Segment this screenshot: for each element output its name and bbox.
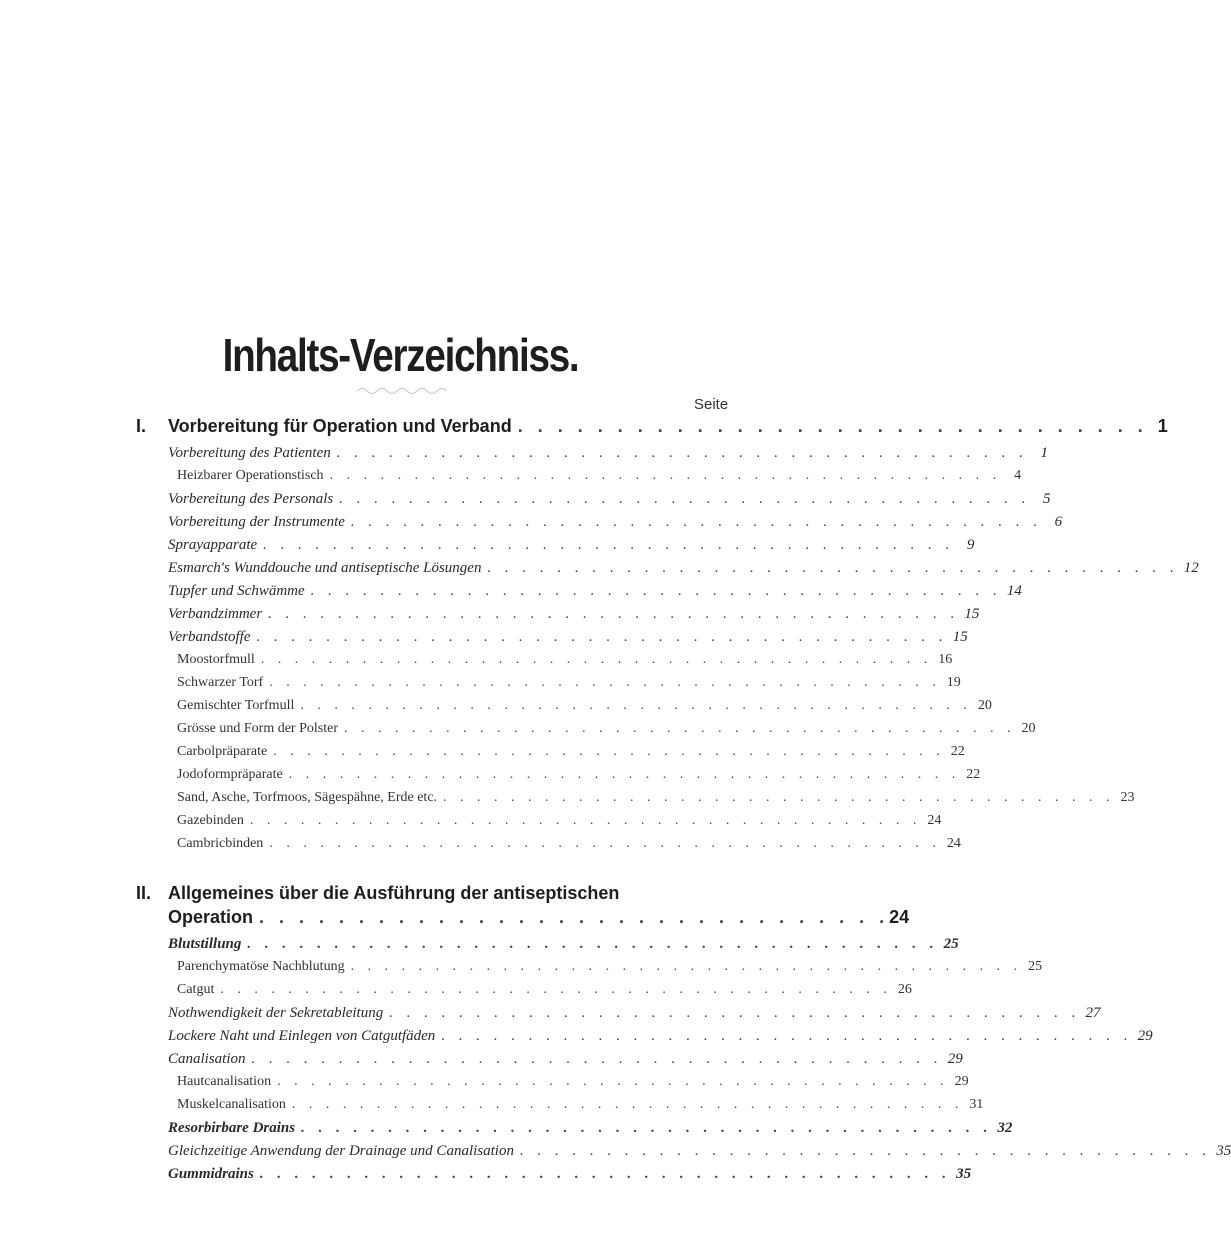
leader-dots: . . . . . . . . . . . . . . . . . . . . . . . . . . . . . . . . . . . . . . . . — [350, 959, 1023, 974]
leader-dots: . . . . . . . . . . . . . . . . . . . . . . . . . . . . . . . . — [517, 416, 1148, 436]
toc-entry[interactable] — [168, 606, 980, 623]
toc-entry[interactable] — [177, 790, 1135, 806]
leader-dots: . . . . . . . . . . . . . . . . . . . . . . . . . . . . . . . . . . . . . . . . — [259, 1166, 952, 1182]
leader-dots: . . . . . . . . . . . . . . . . . . . . . . . . . . . . . . . . . . . . . . . . — [220, 982, 892, 997]
page-number: 1 — [1157, 416, 1168, 436]
leader-dots: . . . . . . . . . . . . . . . . . . . . . . . . . . . . . . . . . . . . . . . . — [249, 813, 922, 828]
leader-dots: . . . . . . . . . . . . . . . . . . . . . . . . . . . . . . . . . . . . . . . . — [288, 767, 961, 782]
toc-entry[interactable] — [168, 936, 959, 953]
entry-title: Gazebinden — [177, 813, 244, 828]
entry-title: Verbandzimmer — [168, 606, 263, 622]
chapter-title: Operation — [168, 907, 254, 927]
page-number: 35 — [956, 1166, 972, 1182]
entry-title: Moostorfmull — [177, 652, 255, 667]
chapter-2-heading — [136, 883, 619, 904]
toc-entry[interactable] — [168, 1120, 1013, 1137]
toc-entry[interactable] — [168, 1166, 972, 1183]
page-number: 24 — [946, 836, 961, 851]
page-number: 6 — [1054, 514, 1063, 530]
toc-entry[interactable] — [168, 445, 1048, 462]
leader-dots: . . . . . . . . . . . . . . . . . . . . . . . . . . . . . . . . . . . . . . . . — [277, 1074, 949, 1089]
entry-title: Grösse und Form der Polster — [177, 721, 338, 736]
leader-dots: . . . . . . . . . . . . . . . . . . . . . . . . . . . . . . . . . . . . . . . . — [291, 1097, 964, 1112]
title-ornament — [357, 386, 447, 396]
page-number: 23 — [1120, 790, 1135, 805]
chapter-number: II. — [136, 883, 152, 903]
entry-title: Muskelcanalisation — [177, 1097, 286, 1112]
toc-entry[interactable] — [177, 813, 942, 829]
chapter-title-line: Allgemeines über die Ausführung der antiseptischen — [168, 883, 620, 903]
page-number: 20 — [977, 698, 992, 713]
chapter-title: Vorbereitung für Operation und Verband — [168, 416, 512, 436]
toc-entry[interactable] — [177, 721, 1036, 737]
toc-entry[interactable] — [177, 1074, 969, 1090]
page-number: 31 — [969, 1097, 984, 1112]
toc-entry[interactable] — [177, 959, 1043, 975]
toc-entry[interactable] — [177, 836, 961, 852]
entry-title: Parenchymatöse Nachblutung — [177, 959, 345, 974]
toc-entry[interactable] — [177, 675, 961, 691]
leader-dots: . . . . . . . . . . . . . . . . . . . . . . . . . . . . . . . . . . . . . . . . — [339, 491, 1031, 507]
page-number: 22 — [966, 767, 981, 782]
toc-entry[interactable] — [177, 652, 953, 668]
toc-entry[interactable] — [177, 744, 965, 760]
entry-title: Gleichzeitige Anwendung der Drainage und Canalisation — [168, 1143, 514, 1159]
toc-entry[interactable] — [168, 514, 1063, 531]
page-number: 9 — [966, 537, 975, 553]
entry-title: Schwarzer Torf — [177, 675, 264, 690]
entry-title: Tupfer und Schwämme — [168, 583, 305, 599]
leader-dots: . . . . . . . . . . . . . . . . . . . . . . . . . . . . . . . . . . . . . . . . — [269, 836, 941, 851]
entry-title: Jodoformpräparate — [177, 767, 283, 782]
leader-dots: . . . . . . . . . . . . . . . . . . . . . . . . . . . . . . . . . . . . . . . . — [443, 790, 1115, 805]
toc-entry[interactable] — [168, 583, 1022, 600]
entry-title: Lockere Naht und Einlegen von Catgutfäden — [168, 1028, 436, 1044]
toc-entry[interactable] — [177, 698, 992, 714]
toc-entry[interactable] — [177, 982, 912, 998]
page-number: 35 — [1216, 1143, 1231, 1159]
leader-dots: . . . . . . . . . . . . . . . . . . . . . . . . . . . . . . . . . . . . . . . . — [350, 514, 1043, 530]
page-number: 25 — [943, 936, 959, 952]
chapter-number: I. — [136, 416, 147, 436]
toc-entry[interactable] — [177, 468, 1022, 484]
entry-title: Gummidrains — [168, 1166, 254, 1182]
leader-dots: . . . . . . . . . . . . . . . . . . . . . . . . . . . . . . . . . . . . . . . . — [336, 445, 1028, 461]
leader-dots: . . . . . . . . . . . . . . . . . . . . . . . . . . . . . . . . . . . . . . . . — [256, 629, 948, 645]
leader-dots: . . . . . . . . . . . . . . . . . . . . . . . . . . . . . . . . . . . . . . . . — [441, 1028, 1133, 1044]
entry-title: Hautcanalisation — [177, 1074, 272, 1089]
page-number: 19 — [946, 675, 961, 690]
leader-dots: . . . . . . . . . . . . . . . . . . . . . . . . . . . . . . . . . . . . . . . . — [329, 468, 1002, 483]
leader-dots: . . . . . . . . . . . . . . . . . . . . . . . . . . . . . . . . . . . . . . . . — [263, 537, 955, 553]
leader-dots: . . . . . . . . . . . . . . . . . . . . . . . . . . . . . . . . — [259, 907, 890, 927]
leader-dots: . . . . . . . . . . . . . . . . . . . . . . . . . . . . . . . . . . . . . . . . — [273, 744, 945, 759]
page-number: 22 — [950, 744, 965, 759]
leader-dots: . . . . . . . . . . . . . . . . . . . . . . . . . . . . . . . . . . . . . . . . — [344, 721, 1016, 736]
page-number: 5 — [1043, 491, 1051, 507]
leader-dots: . . . . . . . . . . . . . . . . . . . . . . . . . . . . . . . . . . . . . . . . — [301, 1120, 993, 1136]
page-number: 27 — [1085, 1005, 1101, 1021]
entry-title: Carbolpräparate — [177, 744, 268, 759]
toc-entry[interactable] — [168, 1005, 1101, 1022]
page-number: 4 — [1014, 468, 1022, 483]
toc-entry[interactable] — [177, 1097, 984, 1113]
toc-entry[interactable] — [168, 1051, 963, 1068]
leader-dots: . . . . . . . . . . . . . . . . . . . . . . . . . . . . . . . . . . . . . . . . — [269, 675, 941, 690]
toc-entry[interactable] — [177, 767, 981, 783]
entry-title: Sprayapparate — [168, 537, 258, 553]
leader-dots: . . . . . . . . . . . . . . . . . . . . . . . . . . . . . . . . . . . . . . . . — [310, 583, 1002, 599]
page-number: 15 — [964, 606, 980, 622]
page-number: 15 — [952, 629, 968, 645]
toc-entry[interactable] — [168, 629, 968, 646]
toc-entry[interactable] — [168, 537, 975, 554]
leader-dots: . . . . . . . . . . . . . . . . . . . . . . . . . . . . . . . . . . . . . . . . — [519, 1143, 1212, 1159]
leader-dots: . . . . . . . . . . . . . . . . . . . . . . . . . . . . . . . . . . . . . . . . — [487, 560, 1179, 576]
entry-title: Canalisation — [168, 1051, 246, 1067]
page-title: Inhalts-Verzeichniss. — [222, 329, 579, 381]
page-number: 25 — [1028, 959, 1043, 974]
toc-entry[interactable] — [168, 1028, 1153, 1045]
entry-title: Gemischter Torfmull — [177, 698, 295, 713]
leader-dots: . . . . . . . . . . . . . . . . . . . . . . . . . . . . . . . . . . . . . . . . — [251, 1051, 943, 1067]
leader-dots: . . . . . . . . . . . . . . . . . . . . . . . . . . . . . . . . . . . . . . . . — [268, 606, 960, 622]
page-number: 29 — [954, 1074, 969, 1089]
page-column-header: Seite — [694, 396, 729, 413]
toc-entry[interactable] — [168, 491, 1051, 508]
page-number: 29 — [947, 1051, 963, 1067]
entry-title: Cambricbinden — [177, 836, 264, 851]
leader-dots: . . . . . . . . . . . . . . . . . . . . . . . . . . . . . . . . . . . . . . . . — [300, 698, 972, 713]
page-number: 32 — [997, 1120, 1013, 1136]
page-number: 14 — [1006, 583, 1022, 599]
entry-title: Verbandstoffe — [168, 629, 251, 645]
leader-dots: . . . . . . . . . . . . . . . . . . . . . . . . . . . . . . . . . . . . . . . . — [247, 936, 939, 952]
entry-title: Resorbirbare Drains — [168, 1120, 296, 1136]
page-number: 1 — [1040, 445, 1048, 461]
entry-title: Nothwendigkeit der Sekretableitung — [168, 1005, 384, 1021]
toc-entry[interactable] — [168, 1143, 1231, 1160]
toc-entry[interactable] — [168, 560, 1199, 577]
leader-dots: . . . . . . . . . . . . . . . . . . . . . . . . . . . . . . . . . . . . . . . . — [260, 652, 933, 667]
entry-title: Heizbarer Operationstisch — [177, 468, 324, 483]
page-number: 12 — [1183, 560, 1199, 576]
page-number: 16 — [938, 652, 953, 667]
entry-title: Blutstillung — [168, 936, 242, 952]
entry-title: Vorbereitung der Instrumente — [168, 514, 345, 530]
page-number: 26 — [897, 982, 912, 997]
entry-title: Sand, Asche, Torfmoos, Sägespähne, Erde etc. — [177, 790, 438, 805]
page-number: 29 — [1137, 1028, 1153, 1044]
page-number: 24 — [889, 907, 910, 927]
leader-dots: . . . . . . . . . . . . . . . . . . . . . . . . . . . . . . . . . . . . . . . . — [389, 1005, 1081, 1021]
entry-title: Esmarch's Wunddouche und antiseptische Lösungen — [168, 560, 482, 576]
entry-title: Vorbereitung des Patienten — [168, 445, 331, 461]
page-number: 24 — [927, 813, 942, 828]
chapter-1-row[interactable] — [136, 416, 1168, 437]
chapter-2-row[interactable] — [168, 907, 910, 928]
entry-title: Catgut — [177, 982, 215, 997]
page-number: 20 — [1021, 721, 1036, 736]
entry-title: Vorbereitung des Personals — [168, 491, 334, 507]
